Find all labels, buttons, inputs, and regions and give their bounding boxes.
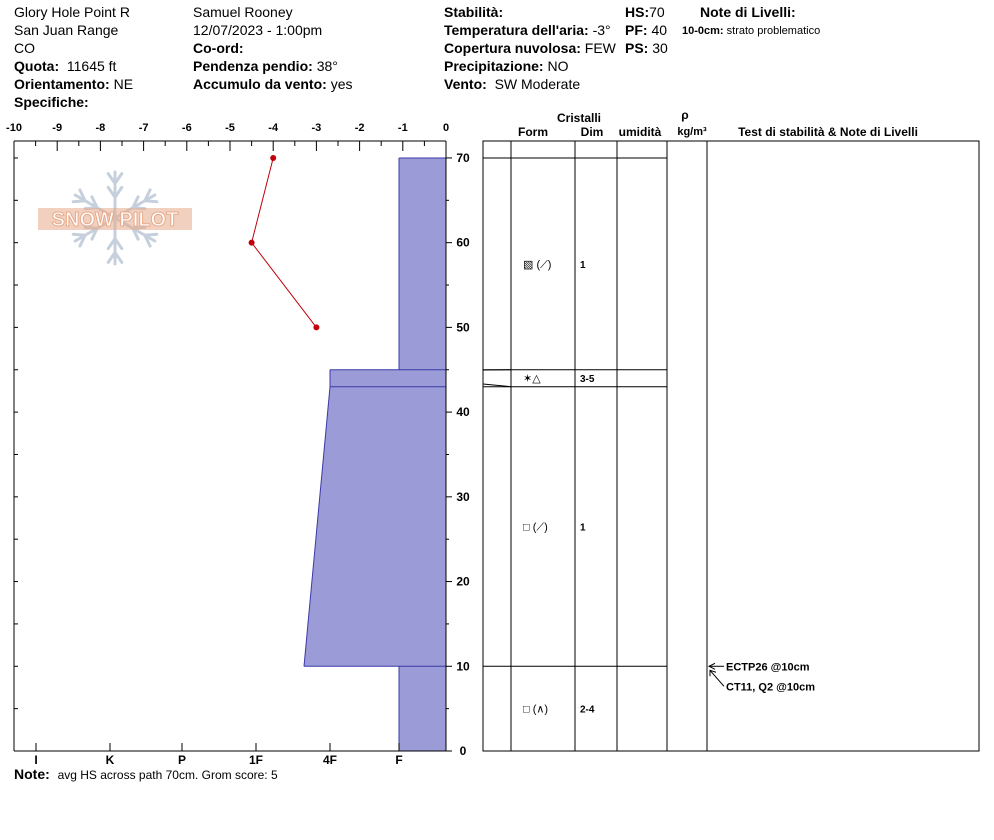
height-tick-label: 0 [459, 744, 467, 758]
snowflake-branch [145, 201, 157, 202]
ps-label: PS: [625, 40, 649, 56]
wind-loading-label: Accumulo da vento: [193, 76, 327, 92]
height-tick-label: 20 [456, 574, 470, 589]
air-temp-value: -3° [592, 22, 611, 38]
state: CO [14, 40, 35, 56]
humidity-header: umidità [618, 125, 662, 139]
tests-header: Test di stabilità & Note di Livelli [738, 125, 918, 139]
logo-text: SNOW PILOT [51, 209, 179, 231]
hardness-tick-label: 4F [322, 753, 338, 767]
hardness-layer [304, 387, 446, 667]
density-rho-header: ρ [681, 108, 689, 122]
ps-value: 30 [652, 40, 668, 56]
dim-header: Dim [580, 125, 604, 139]
hardness-layer [330, 370, 446, 387]
temperature-line [252, 158, 317, 327]
location-name: Glory Hole Point R [14, 4, 130, 20]
layer-note-depth: 10-0cm: [682, 25, 724, 37]
crystals-header: Cristalli [556, 111, 602, 125]
layer-note-text: strato problematico [726, 25, 821, 37]
slope-label: Pendenza pendio: [193, 58, 313, 74]
crystal-form: ✶△ [523, 373, 541, 386]
slope-value: 38° [316, 58, 338, 74]
layer-table-frame [483, 141, 979, 751]
temperature-point [270, 155, 276, 161]
air-temp-label: Temperatura dell'aria: [444, 22, 589, 38]
temperature-tick-label: 0 [442, 122, 450, 134]
snowpilot-logo [38, 172, 192, 264]
height-tick-label: 60 [456, 235, 470, 250]
stability-test: CT11, Q2 @10cm [726, 681, 815, 694]
hardness-layer [399, 158, 446, 370]
wind-label: Vento: [444, 76, 487, 92]
aspect-value: NE [113, 76, 134, 92]
cloud-label: Copertura nuvolosa: [444, 40, 581, 56]
temperature-tick-label: -2 [354, 122, 365, 134]
height-tick-label: 50 [456, 320, 470, 335]
hardness-layer [399, 666, 446, 751]
temperature-tick-label: -7 [138, 122, 149, 134]
temperature-tick-label: -3 [311, 122, 322, 134]
cloud-value: FEW [584, 40, 616, 56]
crystal-form: □ (∧) [523, 703, 549, 716]
hs-label: HS: [625, 4, 650, 20]
temperature-tick-label: -6 [181, 122, 192, 134]
profile-note [14, 766, 278, 784]
wind-loading-value: yes [330, 76, 353, 92]
crystal-form: □ (⟋) [523, 521, 548, 534]
specifics-label: Specifiche: [14, 94, 89, 110]
stability-label: Stabilità: [444, 4, 504, 20]
note-text: avg HS across path 70cm. Grom score: 5 [57, 768, 278, 782]
hardness-tick-label: P [177, 753, 187, 767]
form-header: Form [518, 125, 548, 139]
wind-value: SW Moderate [494, 76, 581, 92]
snowflake-branch [145, 234, 157, 235]
stability-test: ECTP26 @10cm [726, 661, 810, 674]
precip-value: NO [547, 58, 569, 74]
mountain-range: San Juan Range [14, 22, 119, 38]
temperature-tick-label: -9 [52, 122, 63, 134]
crystal-size: 1 [580, 522, 586, 534]
observation-datetime: 12/07/2023 - 1:00pm [193, 22, 323, 38]
density-unit-header: kg/m³ [677, 126, 707, 138]
crystal-size: 1 [580, 259, 586, 271]
hardness-tick-label: 1F [248, 753, 264, 767]
hs-value: 70 [649, 4, 665, 20]
snowflake-branch [73, 201, 85, 202]
height-tick-label: 70 [456, 150, 470, 165]
elevation-label: Quota: [14, 58, 60, 74]
hardness-tick-label: F [395, 753, 403, 767]
temperature-point [313, 324, 319, 330]
temperature-tick-label: -10 [6, 122, 22, 134]
height-tick-label: 10 [456, 659, 470, 674]
pf-label: PF: [625, 22, 648, 38]
note-label: Note: [14, 766, 50, 782]
temperature-tick-label: -5 [225, 122, 235, 134]
crystal-form: ▧ (⟋) [523, 258, 552, 271]
crystal-size: 2-4 [580, 704, 595, 716]
temperature-tick-label: -1 [397, 122, 408, 134]
elevation-value: 11645 ft [66, 58, 117, 74]
temperature-point [249, 240, 255, 246]
hardness-tick-label: I [34, 753, 38, 767]
height-tick-label: 40 [456, 405, 470, 420]
aspect-label: Orientamento: [14, 76, 110, 92]
coord-label: Co-ord: [193, 40, 244, 56]
height-tick-label: 30 [456, 489, 470, 504]
precip-label: Precipitazione: [444, 58, 544, 74]
observer-name: Samuel Rooney [193, 4, 293, 20]
stability-test-arrow [710, 670, 724, 686]
layer-notes-title: Note di Livelli: [700, 4, 796, 20]
snowflake-branch [73, 234, 85, 235]
temperature-tick-label: -8 [95, 122, 106, 134]
pf-value: 40 [651, 22, 668, 38]
crystal-size: 3-5 [580, 374, 595, 386]
temperature-tick-label: -4 [268, 122, 279, 134]
hardness-tick-label: K [105, 753, 115, 767]
